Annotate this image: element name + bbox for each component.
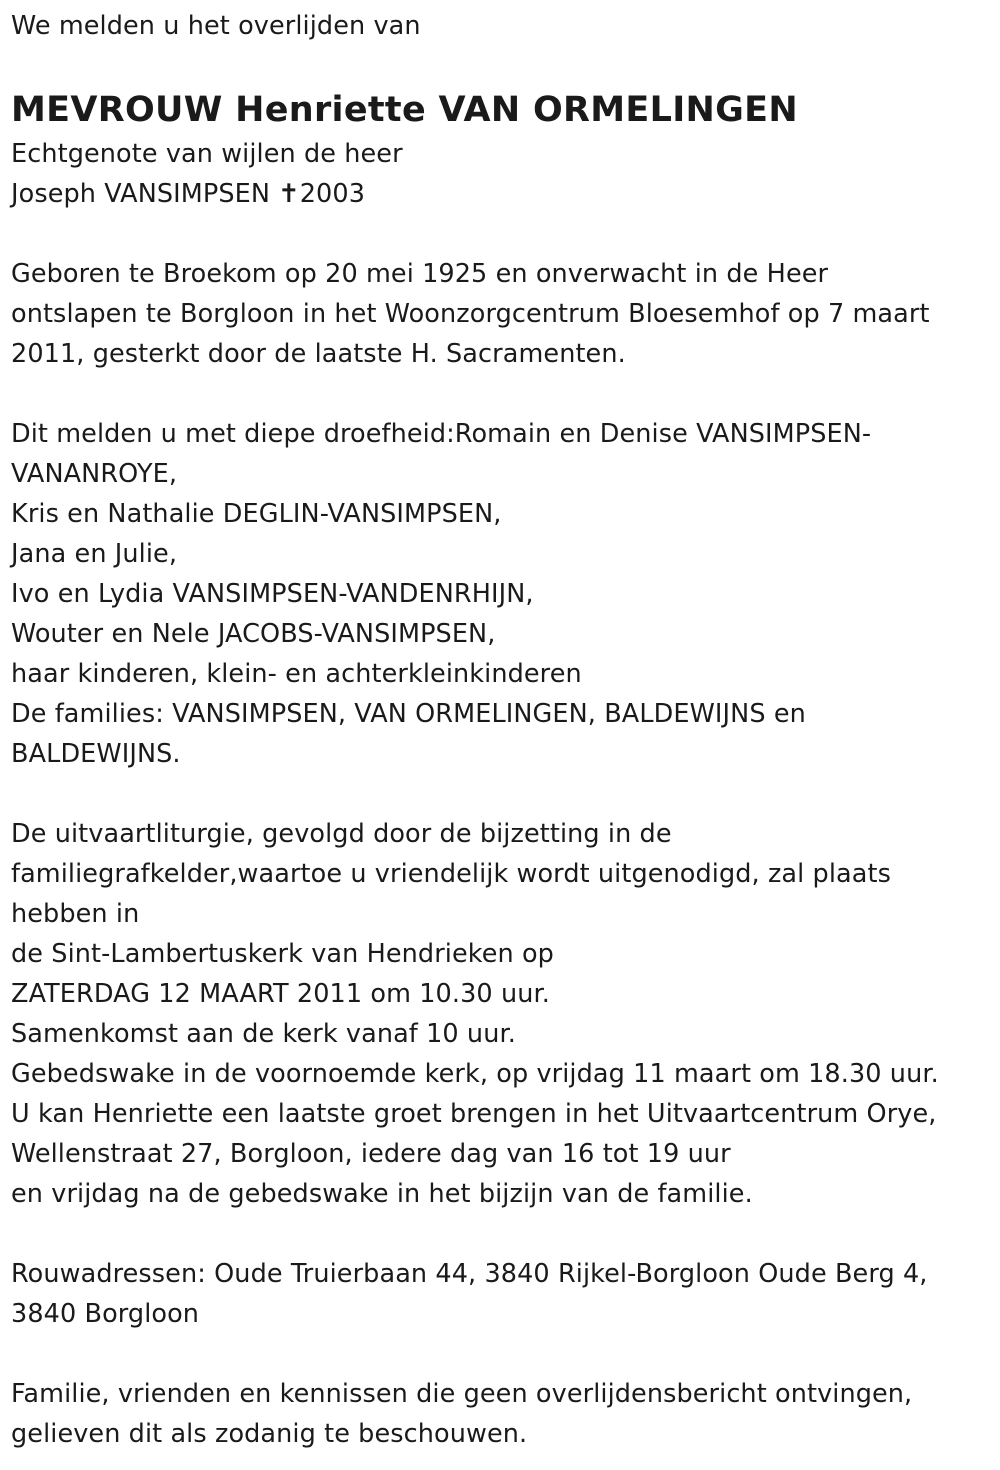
closing-paragraph [11, 1374, 989, 1454]
intro-text: We melden u het overlijden van [11, 11, 421, 41]
deceased-name: MEVROUW Henriette VAN ORMELINGEN [11, 90, 798, 130]
paragraph-line: gelieven dit als zodanig te beschouwen. [11, 1419, 528, 1449]
paragraph-line: haar kinderen, klein- en achterkleinkinderen [11, 659, 582, 689]
paragraph-line: VANANROYE, [11, 459, 178, 489]
spouse-line: Echtgenote van wijlen de heer [11, 139, 403, 169]
paragraph-line: Geboren te Broekom op 20 mei 1925 en onverwacht in de Heer [11, 259, 829, 289]
paragraph-line: Dit melden u met diepe droefheid:Romain en Denise VANSIMPSEN- [11, 419, 872, 449]
paragraph-line: en vrijdag na de gebedswake in het bijzijn van de familie. [11, 1179, 753, 1209]
cross-icon: ✝ [278, 179, 300, 209]
addresses-paragraph [11, 1254, 989, 1334]
paragraph-line: Jana en Julie, [11, 539, 178, 569]
paragraph-line: BALDEWIJNS. [11, 739, 181, 769]
spacer [11, 1214, 989, 1254]
paragraph-line: de Sint-Lambertuskerk van Hendrieken op [11, 939, 554, 969]
paragraph-line: Wouter en Nele JACOBS-VANSIMPSEN, [11, 619, 496, 649]
paragraph-line: 2011, gesterkt door de laatste H. Sacramenten. [11, 339, 626, 369]
paragraph-line: familiegrafkelder,waartoe u vriendelijk wordt uitgenodigd, zal plaats [11, 859, 891, 889]
spouse-name-line [11, 174, 989, 214]
paragraph-line: Rouwadressen: Oude Truierbaan 44, 3840 Rijkel-Borgloon Oude Berg 4, [11, 1259, 928, 1289]
spacer [11, 214, 989, 254]
spacer [11, 1334, 989, 1374]
paragraph-line: Kris en Nathalie DEGLIN-VANSIMPSEN, [11, 499, 502, 529]
funeral-paragraph [11, 814, 989, 1214]
paragraph-line: De families: VANSIMPSEN, VAN ORMELINGEN, BALDEWIJNS en [11, 699, 806, 729]
paragraph-line: U kan Henriette een laatste groet brengen in het Uitvaartcentrum Orye, [11, 1099, 937, 1129]
paragraph-line: hebben in [11, 899, 140, 929]
paragraph-line: 3840 Borgloon [11, 1299, 200, 1329]
paragraph-line: Wellenstraat 27, Borgloon, iedere dag van 16 tot 19 uur [11, 1139, 731, 1169]
paragraph-line: ontslapen te Borgloon in het Woonzorgcentrum Bloesemhof op 7 maart [11, 299, 930, 329]
spacer [11, 774, 989, 814]
spouse-name: Joseph VANSIMPSEN [11, 179, 279, 209]
paragraph-line: Gebedswake in de voornoemde kerk, op vrijdag 11 maart om 18.30 uur. [11, 1059, 939, 1089]
paragraph-line: Familie, vrienden en kennissen die geen overlijdensbericht ontvingen, [11, 1379, 913, 1409]
spacer [11, 374, 989, 414]
spouse-death-year: 2003 [299, 179, 366, 209]
birth-death-paragraph [11, 254, 989, 374]
paragraph-line: Ivo en Lydia VANSIMPSEN-VANDENRHIJN, [11, 579, 534, 609]
paragraph-line: De uitvaartliturgie, gevolgd door de bijzetting in de [11, 819, 672, 849]
family-paragraph [11, 414, 989, 774]
paragraph-line: Samenkomst aan de kerk vanaf 10 uur. [11, 1019, 516, 1049]
paragraph-line: ZATERDAG 12 MAART 2011 om 10.30 uur. [11, 979, 550, 1009]
